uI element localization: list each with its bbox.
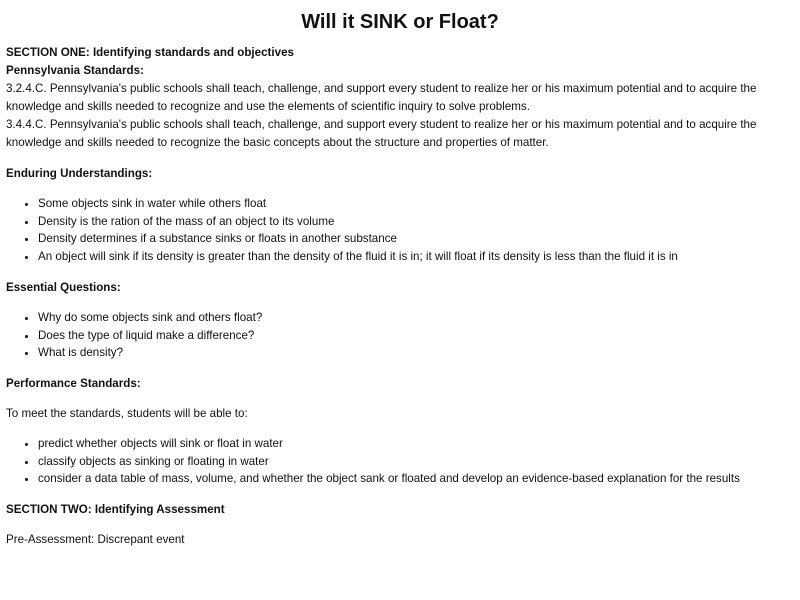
enduring-heading: Enduring Understandings: bbox=[6, 167, 153, 180]
list-item: • classify objects as sinking or floating in water bbox=[38, 453, 794, 471]
enduring-list bbox=[6, 195, 794, 266]
list-item: • Some objects sink in water while others float bbox=[38, 195, 794, 213]
list-item: • consider a data table of mass, volume, and whether the object sank or floated and develop an evidence-based explanation for the results bbox=[38, 470, 794, 488]
list-item: • An object will sink if its density is greater than the density of the fluid it is in; it will float if its density is less than the fluid it is in bbox=[38, 248, 794, 266]
questions-list bbox=[6, 309, 794, 362]
performance-heading: Performance Standards: bbox=[6, 376, 141, 390]
questions-heading: Essential Questions: bbox=[6, 280, 121, 294]
page-title: Will it SINK or Float? bbox=[301, 11, 499, 33]
section-one-heading: SECTION ONE: Identifying standards and objectives bbox=[6, 46, 294, 59]
list-item: • What is density? bbox=[38, 344, 794, 362]
standard-item: 3.2.4.C. Pennsylvania's public schools shall teach, challenge, and support every student to realize her or his maximum potential and to acquire the knowledge and skills needed to recognize and use the elements of scientific inquiry to solve problems. bbox=[6, 82, 757, 113]
pre-assessment: Pre-Assessment: Discrepant event bbox=[6, 533, 185, 547]
standards-heading: Pennsylvania Standards: bbox=[6, 64, 144, 77]
list-item: • Density determines if a substance sinks or floats in another substance bbox=[38, 230, 794, 248]
list-item: • predict whether objects will sink or float in water bbox=[38, 435, 794, 453]
standard-item: 3.4.4.C. Pennsylvania's public schools shall teach, challenge, and support every student to realize her or his maximum potential and to acquire the knowledge and skills needed to recognize the basic concepts about the structure and properties of matter. bbox=[6, 118, 757, 149]
section-two-heading: SECTION TWO: Identifying Assessment bbox=[6, 503, 225, 517]
list-item: • Density is the ration of the mass of an object to its volume bbox=[38, 213, 794, 231]
list-item: • Does the type of liquid make a difference? bbox=[38, 327, 794, 345]
performance-intro: To meet the standards, students will be able to: bbox=[6, 406, 248, 420]
performance-list bbox=[6, 435, 794, 488]
list-item: • Why do some objects sink and others float? bbox=[38, 309, 794, 327]
